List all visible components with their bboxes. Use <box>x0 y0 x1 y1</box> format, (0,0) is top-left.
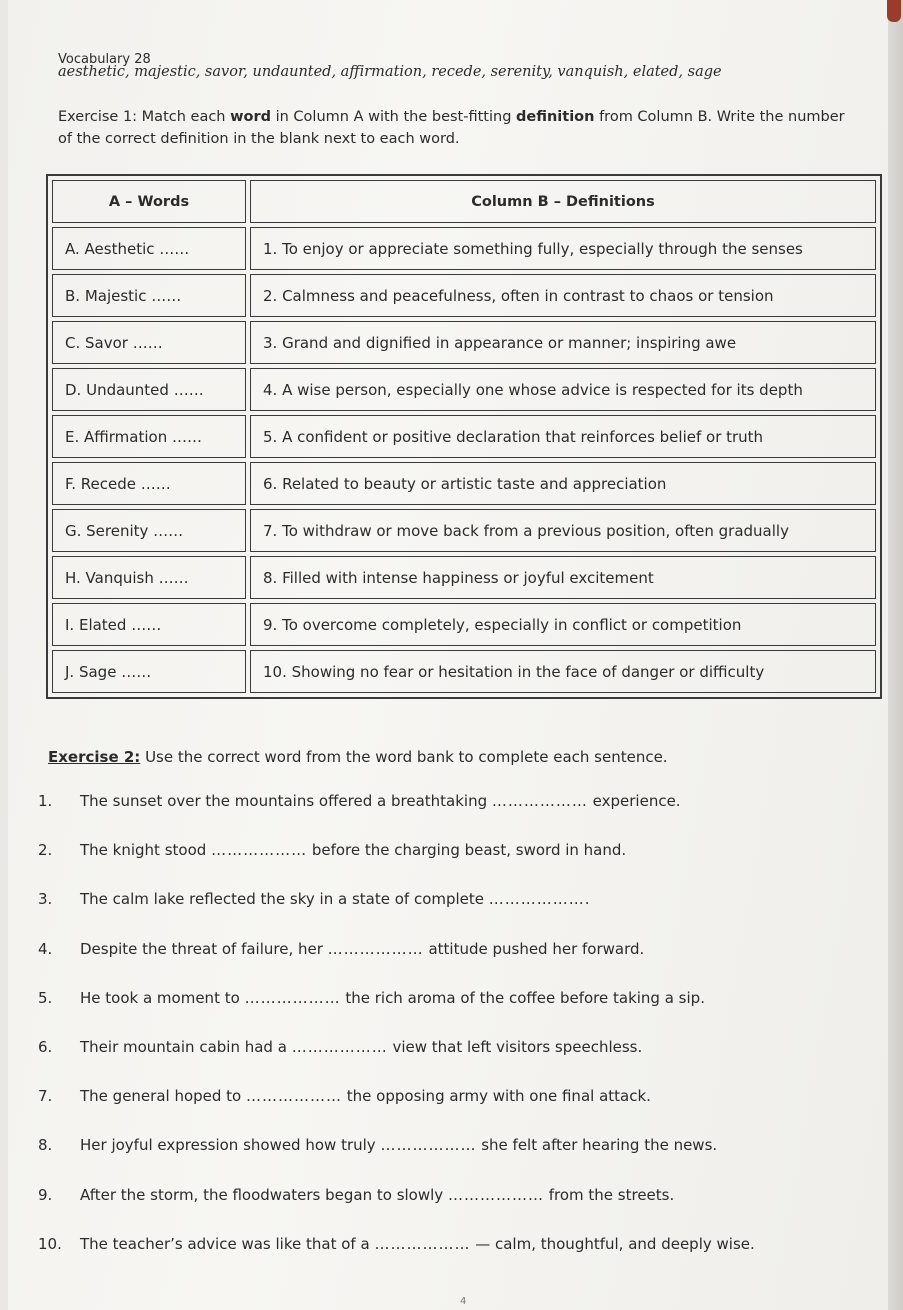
word-cell[interactable]: F. Recede …… <box>52 462 246 505</box>
col-a-header: A – Words <box>52 180 246 223</box>
page-number: 4 <box>460 1296 467 1307</box>
word-cell[interactable]: D. Undaunted …… <box>52 368 246 411</box>
answer-blank[interactable]: ……………… <box>488 890 585 909</box>
answer-blank[interactable]: ……………… <box>246 1087 343 1106</box>
list-item: 2. The knight stood ……………… before the charging beast, sword in hand. <box>38 841 627 860</box>
word-cell[interactable]: E. Affirmation …… <box>52 415 246 458</box>
definition-cell: 7. To withdraw or move back from a previous position, often gradually <box>250 509 876 552</box>
table-row <box>52 415 876 458</box>
word-cell[interactable]: C. Savor …… <box>52 321 246 364</box>
definition-cell: 6. Related to beauty or artistic taste and appreciation <box>250 462 876 505</box>
answer-blank[interactable]: ……………… <box>491 792 588 810</box>
definition-cell: 9. To overcome completely, especially in conflict or competition <box>250 603 876 646</box>
table-row <box>52 509 876 552</box>
word-cell[interactable]: J. Sage …… <box>52 650 246 693</box>
table-row <box>52 650 876 693</box>
page-title: Vocabulary 28 <box>58 52 151 67</box>
table-row <box>52 603 876 646</box>
corner-mark <box>887 0 901 22</box>
definition-cell: 2. Calmness and peacefulness, often in contrast to chaos or tension <box>250 274 876 317</box>
sentence-list <box>38 792 755 1284</box>
list-item: 6. Their mountain cabin had a ……………… view that left visitors speechless. <box>38 1037 643 1056</box>
answer-blank[interactable]: ……………… <box>380 1136 477 1155</box>
answer-blank[interactable]: ……………… <box>291 1037 388 1056</box>
word-cell[interactable]: I. Elated …… <box>52 603 246 646</box>
answer-blank[interactable]: ……………… <box>244 988 341 1007</box>
list-item: 3. The calm lake reflected the sky in a state of complete ………………. <box>38 890 590 909</box>
list-item: 4. Despite the threat of failure, her ……………… attitude pushed her forward. <box>38 939 645 958</box>
paper-edge <box>888 0 903 1310</box>
table-row <box>52 368 876 411</box>
table-row <box>52 556 876 599</box>
definition-cell: 10. Showing no fear or hesitation in the face of danger or difficulty <box>250 650 876 693</box>
answer-blank[interactable]: ……………… <box>211 841 308 860</box>
list-item: 8. Her joyful expression showed how truly ……………… she felt after hearing the news. <box>38 1136 718 1155</box>
matching-table <box>46 174 882 699</box>
definition-cell: 4. A wise person, especially one whose advice is respected for its depth <box>250 368 876 411</box>
worksheet-page <box>8 0 888 1310</box>
list-item: 7. The general hoped to ……………… the opposing army with one final attack. <box>38 1087 651 1106</box>
word-cell[interactable]: A. Aesthetic …… <box>52 227 246 270</box>
exercise2-label: Exercise 2: <box>48 748 141 766</box>
col-b-header: Column B – Definitions <box>250 180 876 223</box>
exercise1-label: Exercise 1: <box>58 109 138 125</box>
answer-blank[interactable]: ……………… <box>327 939 424 958</box>
table-row <box>52 321 876 364</box>
definition-cell: 5. A confident or positive declaration that reinforces belief or truth <box>250 415 876 458</box>
word-cell[interactable]: H. Vanquish …… <box>52 556 246 599</box>
list-item: 5. He took a moment to ……………… the rich aroma of the coffee before taking a sip. <box>38 988 705 1007</box>
list-item: 9. After the storm, the floodwaters began to slowly ……………… from the streets. <box>38 1185 675 1204</box>
table-row <box>52 462 876 505</box>
definition-cell: 8. Filled with intense happiness or joyful excitement <box>250 556 876 599</box>
list-item: 1. The sunset over the mountains offered a breathtaking ……………… experience. <box>38 792 681 810</box>
word-bank: aesthetic, majestic, savor, undaunted, affirmation, recede, serenity, vanquish, elated, sage <box>58 64 722 80</box>
word-cell[interactable]: B. Majestic …… <box>52 274 246 317</box>
table-row <box>52 274 876 317</box>
list-item: 10. The teacher’s advice was like that of a ……………… — calm, thoughtful, and deeply wise. <box>38 1234 755 1253</box>
exercise2-instruction: Exercise 2: Use the correct word from the word bank to complete each sentence. <box>48 748 668 766</box>
answer-blank[interactable]: ……………… <box>374 1234 471 1253</box>
table-row <box>52 227 876 270</box>
answer-blank[interactable]: ……………… <box>447 1185 544 1204</box>
exercise1-instruction: Exercise 1: Match each word in Column A with the best-fitting definition from Column B. Write the number of the correct definition in the blank next to each word. <box>58 109 845 147</box>
word-cell[interactable]: G. Serenity …… <box>52 509 246 552</box>
definition-cell: 3. Grand and dignified in appearance or manner; inspiring awe <box>250 321 876 364</box>
definition-cell: 1. To enjoy or appreciate something fully, especially through the senses <box>250 227 876 270</box>
